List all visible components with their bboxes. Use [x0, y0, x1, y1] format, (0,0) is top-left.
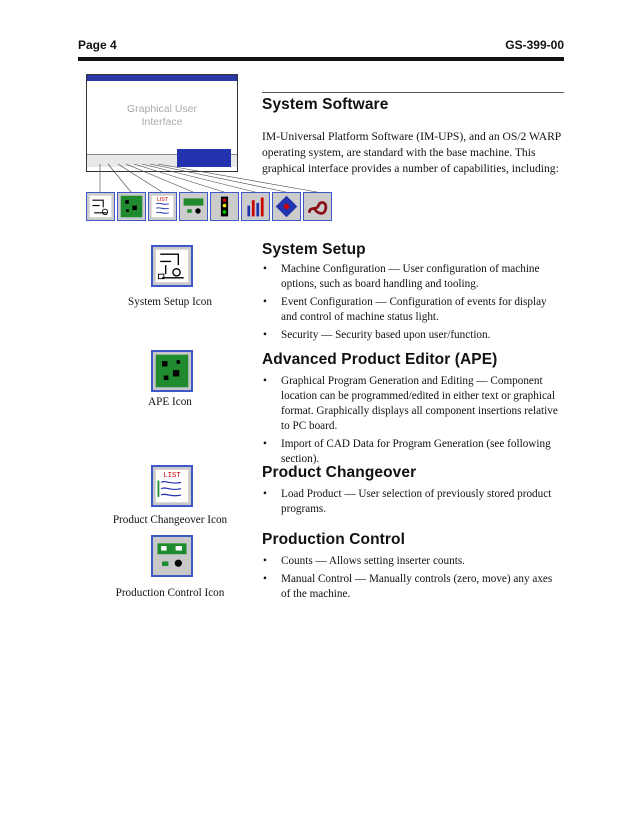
system-setup-icon[interactable] — [86, 192, 115, 221]
product-changeover-large-icon — [151, 465, 193, 507]
list-item: • Load Product — User selection of previously stored product programs. — [262, 487, 564, 517]
list-item: • Machine Configuration — User configuration of machine options, such as board handling and tooling. — [262, 262, 564, 292]
gui-label-line2: Interface — [141, 116, 183, 128]
ape-caption: APE Icon — [148, 396, 192, 408]
traffic-light-icon[interactable] — [210, 192, 239, 221]
production-control-icon[interactable] — [179, 192, 208, 221]
production-control-list — [262, 554, 564, 605]
list-item: • Event Configuration — Configuration of events for display and control of machine status light. — [262, 295, 564, 325]
ape-icon[interactable] — [117, 192, 146, 221]
production-control-caption: Production Control Icon — [115, 587, 225, 599]
diamond-icon[interactable] — [272, 192, 301, 221]
production-control-large-icon — [151, 535, 193, 577]
product-changeover-list — [262, 487, 564, 520]
production-control-title: Production Control — [262, 531, 406, 548]
icon-strip — [86, 192, 334, 224]
list-item: • Import of CAD Data for Program Generation (see following section). — [262, 437, 564, 467]
system-setup-large-icon — [151, 245, 193, 287]
system-setup-title: System Setup — [262, 241, 366, 258]
gui-label — [87, 103, 237, 129]
system-setup-list — [262, 262, 564, 346]
curve-icon[interactable] — [303, 192, 332, 221]
gui-label-line1: Graphical User — [126, 103, 198, 115]
list-item: • Counts — Allows setting inserter counts. — [262, 554, 564, 569]
ape-large-icon — [151, 350, 193, 392]
list-item: • Manual Control — Manually controls (zero, move) any axes of the machine. — [262, 572, 564, 602]
page-number: Page 4 — [78, 38, 117, 52]
ape-title: Advanced Product Editor (APE) — [262, 351, 498, 368]
header-rule — [78, 57, 564, 61]
system-software-title: System Software — [262, 96, 389, 113]
product-changeover-title: Product Changeover — [262, 464, 417, 481]
list-item: • Graphical Program Generation and Editing — Component location can be programmed/edited in either text or graphical format. Graphically displays all component insertions relative to PC board. — [262, 374, 564, 434]
product-changeover-icon[interactable] — [148, 192, 177, 221]
product-changeover-caption: Product Changeover Icon — [112, 514, 228, 526]
system-setup-caption: System Setup Icon — [128, 296, 212, 308]
ape-list — [262, 374, 564, 470]
section-rule — [262, 92, 564, 93]
document-id: GS-399-00 — [505, 38, 564, 52]
list-item: • Security — Security based upon user/function. — [262, 328, 564, 343]
system-software-body: IM-Universal Platform Software (IM-UPS), and an OS/2 WARP operating system, are standard with the base machine. This graphical interface provides a number of capabilities, including: — [262, 130, 561, 175]
svg-text:LIST: LIST — [163, 471, 181, 480]
window-titlebar — [87, 75, 237, 81]
bar-chart-icon[interactable] — [241, 192, 270, 221]
svg-text:LIST: LIST — [156, 197, 169, 204]
